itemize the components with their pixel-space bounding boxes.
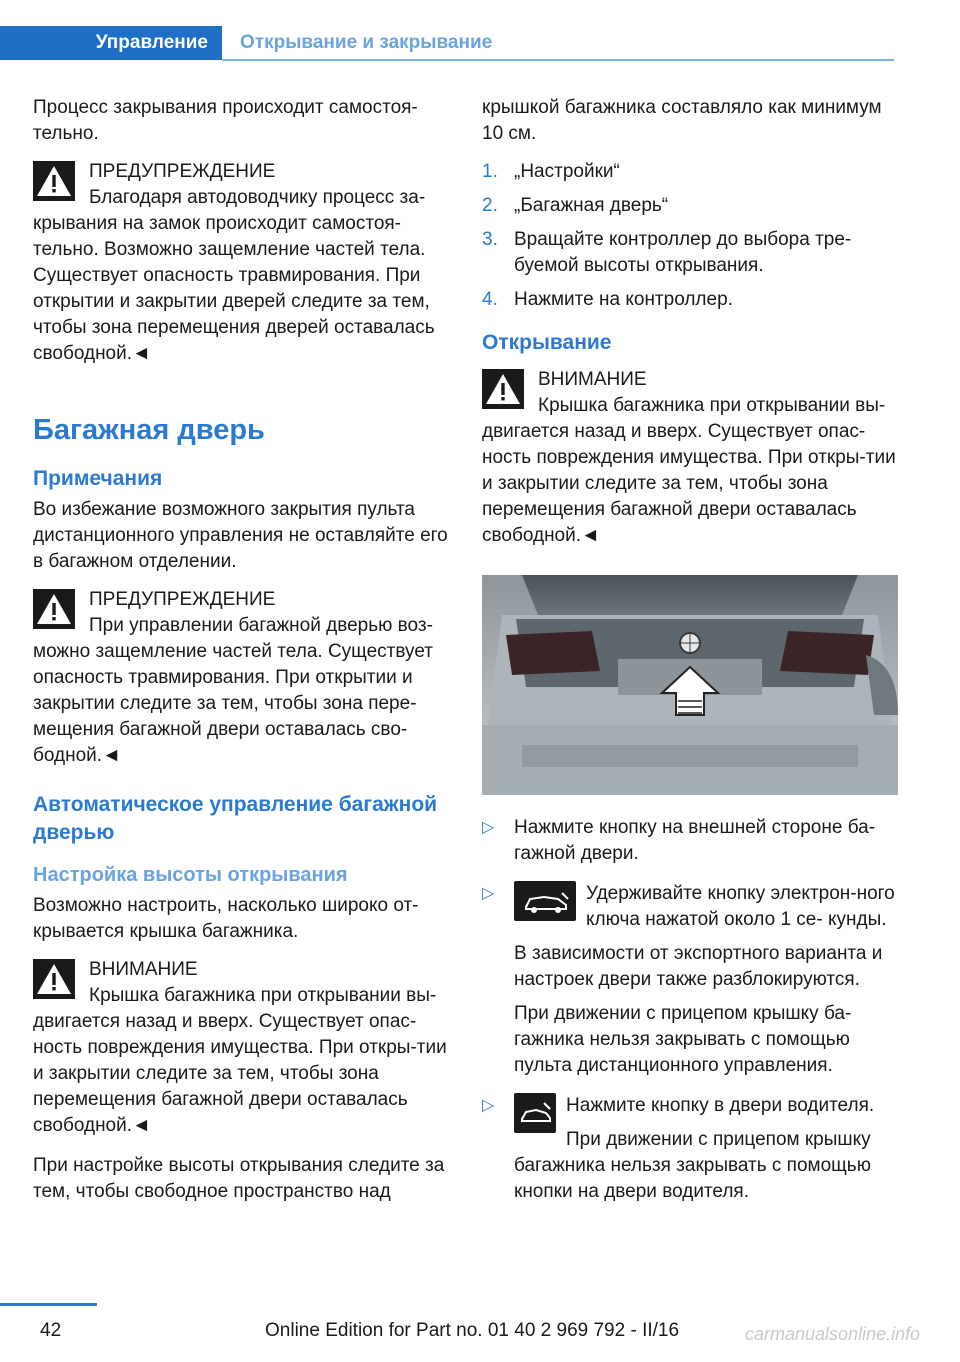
page-number: 42 xyxy=(40,1320,62,1341)
step-text: „Багажная дверь“ xyxy=(514,195,669,216)
step-number: 3. xyxy=(482,229,498,250)
bullet-marker: ▷ xyxy=(482,819,495,836)
bullet-text-cont: кунды. xyxy=(827,909,887,930)
bullet-paragraph: В зависимости от экспортного варианта и настроек двери также разблокируются. xyxy=(514,943,883,990)
car-tailgate-key-icon xyxy=(514,881,576,921)
step-text: Нажмите на контроллер. xyxy=(514,289,733,310)
driver-door-tailgate-button-icon xyxy=(514,1093,556,1133)
warning-text: двигается назад и вверх. Существует опас-ность повреждения имущества. При откры-тии и закрытии следите за тем, чтобы зона перемещения багажной двери оставалась свободной.◄ xyxy=(33,1011,447,1136)
opening-heading: Открывание xyxy=(482,331,612,354)
step-number: 1. xyxy=(482,161,498,182)
bullet-marker: ▷ xyxy=(482,885,495,902)
warning-text: крывания на замок происходит самостоя-тельно. Возможно защемление частей тела. Существует опасность травмирования. При открытии и закрытии дверей следите за тем, чтобы зона перемещения дверей оставалась свободной.◄ xyxy=(33,213,435,364)
intro-text: Процесс закрывания происходит самостоя-тельно. xyxy=(33,97,418,144)
bullet-item xyxy=(482,881,898,1079)
warning-line: При управлении багажной дверью воз- xyxy=(89,615,433,636)
edition-text: Online Edition for Part no. 01 40 2 969 792 - II/16 xyxy=(265,1320,680,1341)
car-rear-illustration xyxy=(482,575,898,795)
watermark: carmanualsonline.info xyxy=(745,1324,921,1344)
height-text: Возможно настроить, насколько широко от-крывается крышка багажника. xyxy=(33,895,419,942)
height-heading: Настройка высоты открывания xyxy=(33,864,348,886)
bullet-text: При движении с прицепом крышку xyxy=(566,1129,871,1150)
warning-triangle-icon xyxy=(33,959,75,999)
page-header xyxy=(0,0,960,62)
step-text: Вращайте контроллер до выбора тре-буемой высоты открывания. xyxy=(514,229,852,276)
warning-line: Крышка багажника при открывании вы- xyxy=(538,395,886,416)
bullet-item xyxy=(482,1093,898,1205)
warning-block xyxy=(33,957,451,1139)
bullet-paragraph: При движении с прицепом крышку ба-гажника нельзя закрывать с помощью пульта дистанционного управления. xyxy=(514,1003,852,1076)
step-number: 4. xyxy=(482,289,498,310)
warning-triangle-icon xyxy=(33,161,75,201)
step-item xyxy=(482,193,898,219)
warning-line: Благодаря автодоводчику процесс за- xyxy=(89,187,426,208)
warning-text: можно защемление частей тела. Существует опасность травмирования. При открытии и закрытии следите за тем, чтобы зона пере-мещения багажной двери оставалась сво-бодной.◄ xyxy=(33,641,433,766)
warning-title: ПРЕДУПРЕЖДЕНИЕ xyxy=(89,161,276,182)
step-item xyxy=(482,159,898,185)
warning-line: Крышка багажника при открывании вы- xyxy=(89,985,437,1006)
warning-title: ПРЕДУПРЕЖДЕНИЕ xyxy=(89,589,276,610)
bullet-text: Нажмите кнопку в двери водителя. xyxy=(566,1095,875,1116)
steps-list xyxy=(482,159,898,313)
header-chapter-tab[interactable]: Открывание и закрывание xyxy=(240,32,493,53)
warning-block xyxy=(482,367,898,549)
bullet-text: Удерживайте кнопку электрон-ного ключа нажатой около 1 се- xyxy=(586,883,895,930)
header-section-tab[interactable]: Управление xyxy=(0,26,222,60)
footer-rule xyxy=(0,1303,97,1306)
bullet-paragraph: багажника нельзя закрывать с помощью кнопки на двери водителя. xyxy=(514,1155,871,1202)
section-heading: Багажная дверь xyxy=(33,414,265,446)
left-column xyxy=(33,95,451,1205)
bullet-body xyxy=(514,881,898,933)
bullet-item xyxy=(482,815,898,867)
step-item xyxy=(482,287,898,313)
warning-block xyxy=(33,587,451,769)
warning-title: ВНИМАНИЕ xyxy=(89,959,198,980)
header-rule xyxy=(222,59,894,61)
bullet-marker: ▷ xyxy=(482,1097,495,1114)
warning-text: двигается назад и вверх. Существует опас-ность повреждения имущества. При откры-тии и закрытии следите за тем, чтобы зона перемещения багажной двери оставалась свободной.◄ xyxy=(482,421,896,546)
step-item xyxy=(482,227,898,279)
warning-triangle-icon xyxy=(33,589,75,629)
outro-text: При настройке высоты открывания следите за тем, чтобы свободное пространство над xyxy=(33,1155,445,1202)
bullet-text: Нажмите кнопку на внешней стороне ба-гажной двери. xyxy=(514,817,876,864)
step-text: „Настройки“ xyxy=(514,161,620,182)
continued-text: крышкой багажника составляло как минимум 10 см. xyxy=(482,97,882,144)
right-column xyxy=(482,95,898,1219)
auto-heading: Автоматическое управление багажной дверью xyxy=(33,793,438,844)
step-number: 2. xyxy=(482,195,498,216)
notes-text: Во избежание возможного закрытия пульта дистанционного управления не оставляйте его в багажном отделении. xyxy=(33,499,448,572)
bullet-body xyxy=(514,1093,898,1153)
warning-triangle-icon xyxy=(482,369,524,409)
warning-title: ВНИМАНИЕ xyxy=(538,369,647,390)
tailgate-photo xyxy=(482,575,898,795)
warning-block xyxy=(33,159,451,367)
notes-heading: Примечания xyxy=(33,467,163,490)
